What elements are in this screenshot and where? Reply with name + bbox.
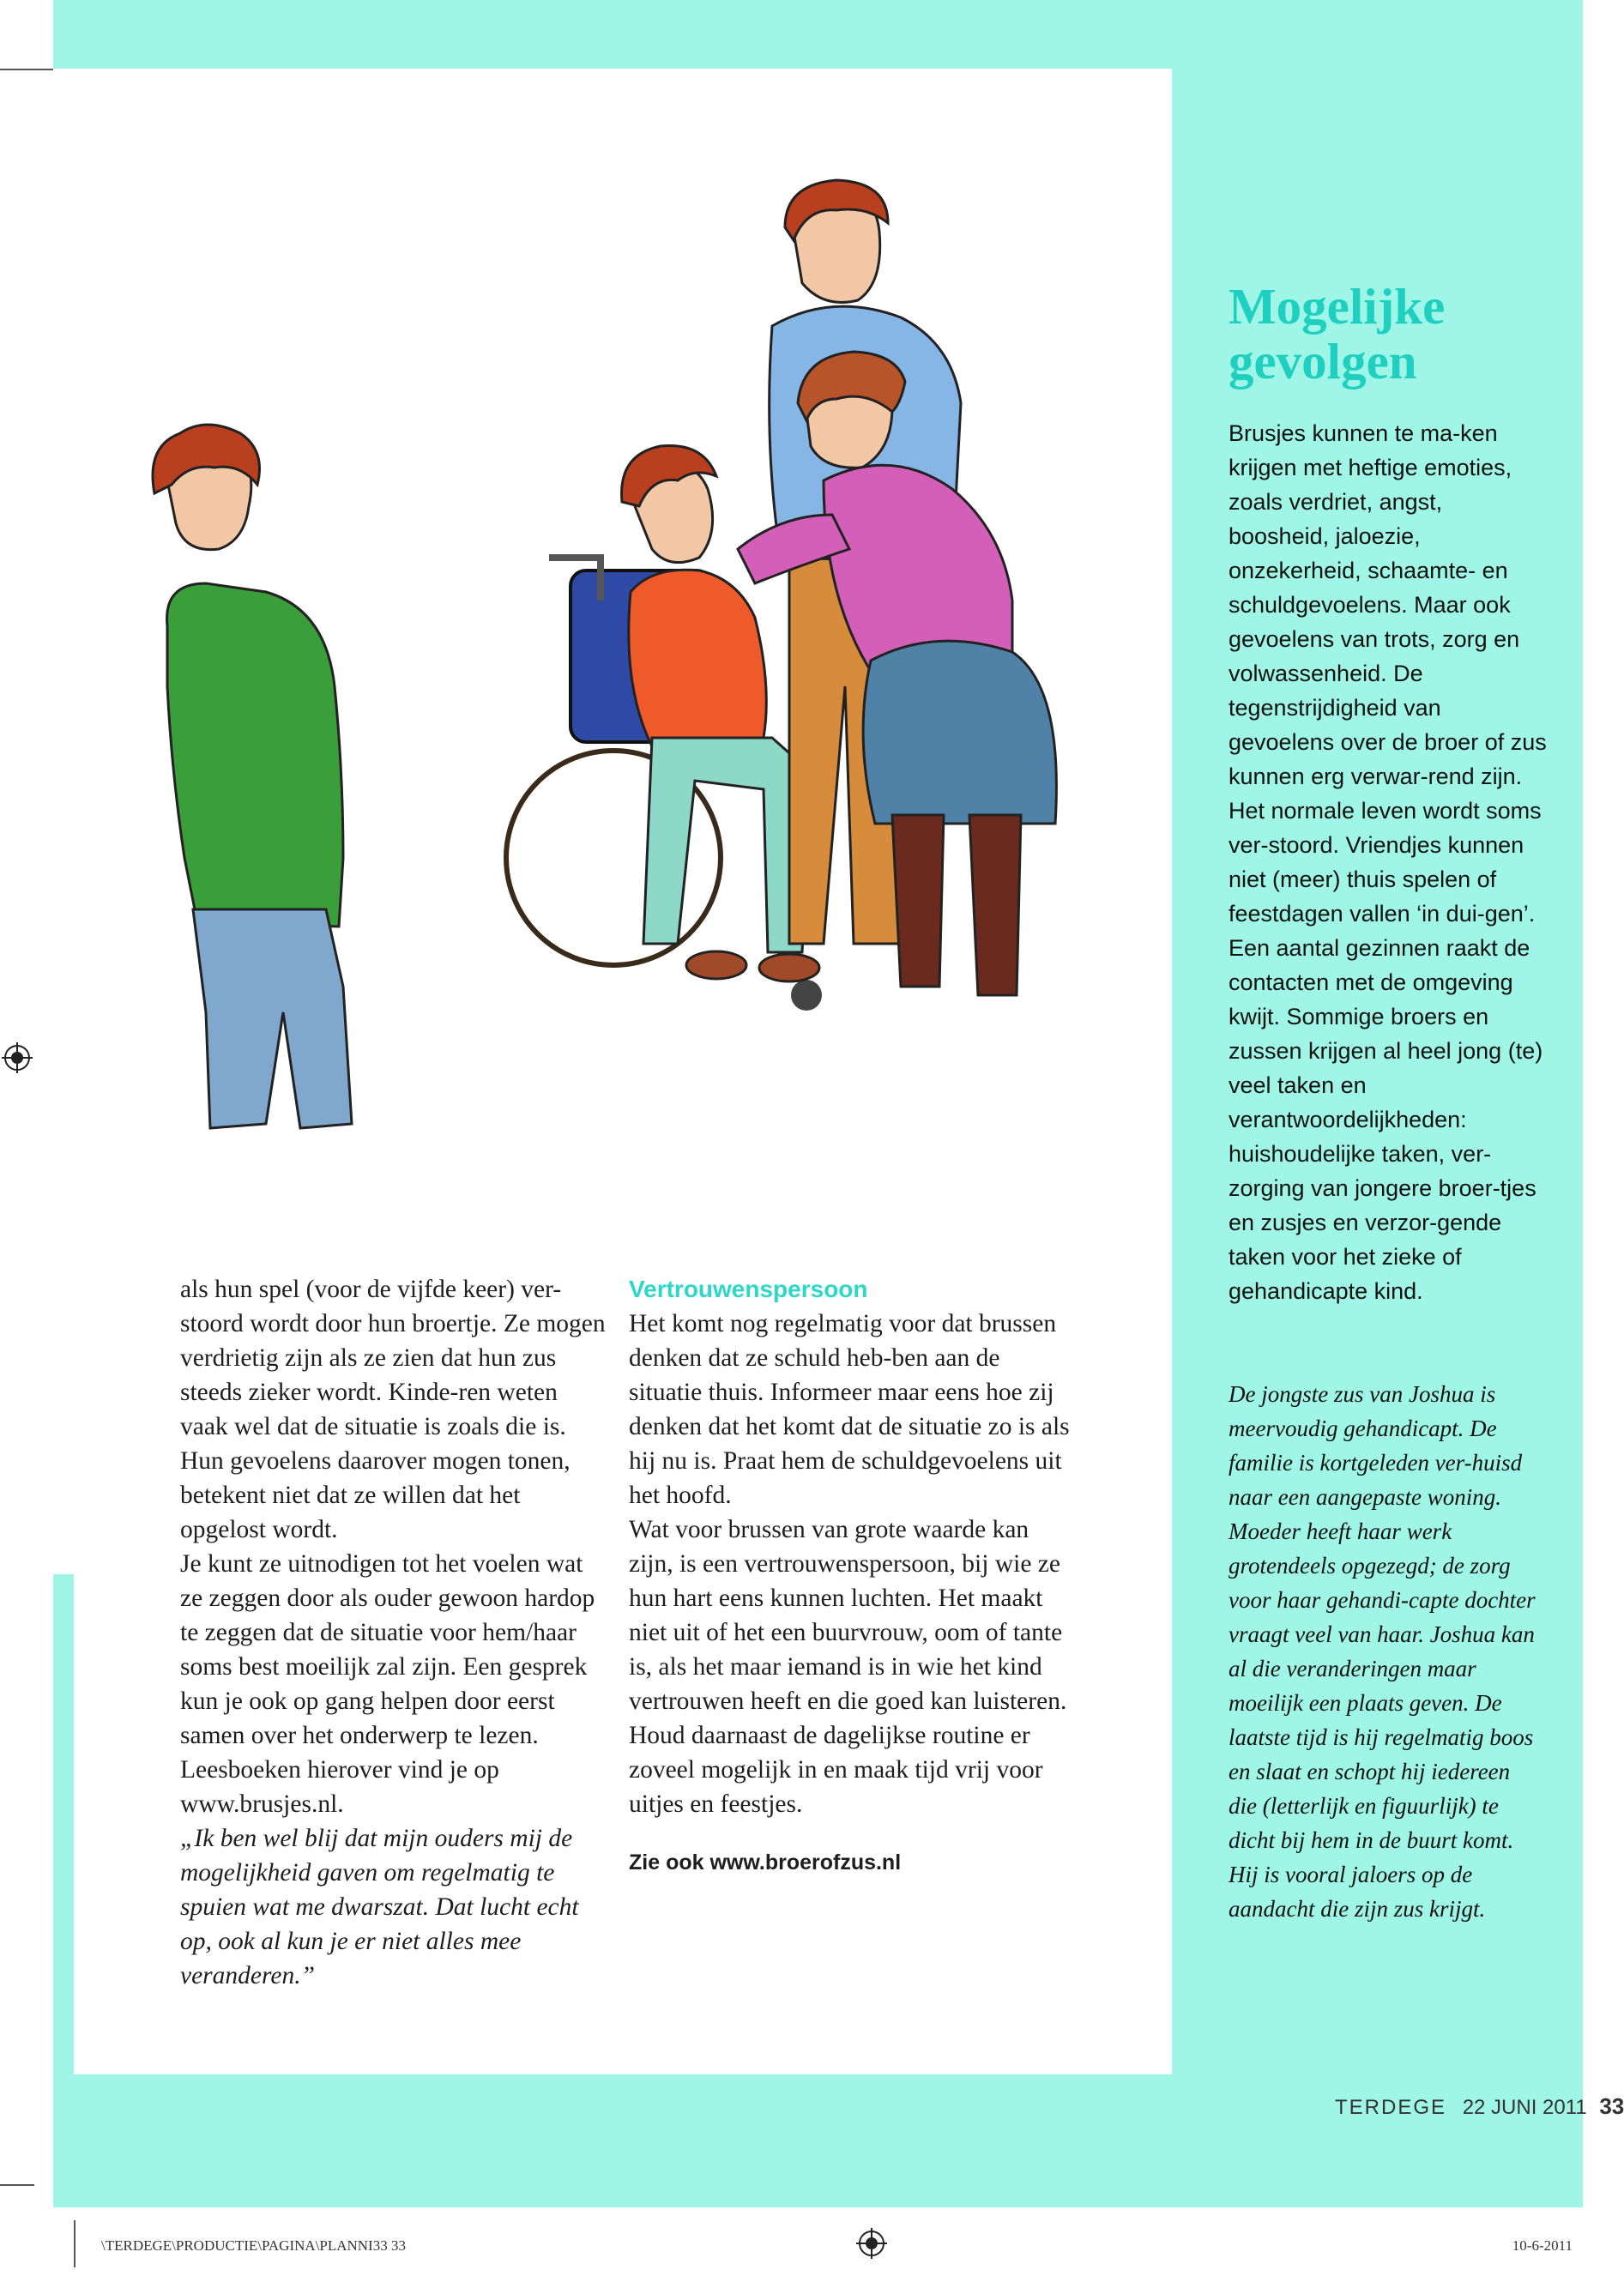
paragraph: als hun spel (voor de vijfde keer) ver-stoord wordt door hun broertje. Ze mogen verdrietig zijn als ze zien dat hun zus steeds zieker wordt. Kinde-ren weten vaak wel dat de situatie is zoals die is. Hun gevoelens daarover mogen tonen, betekent niet dat ze willen dat het opgelost wordt. xyxy=(180,1276,606,1543)
sidebar-body: Brusjes kunnen te ma-ken krijgen met heftige emoties, zoals verdriet, angst, boosheid, jaloezie, onzekerheid, schaamte- en schuldgevoelens. Maar ook gevoelens van trots, zorg en volwassenheid. De tegenstrijdigheid van gevoelens over de broer of zus kunnen erg verwar-rend zijn. Het normale leven wordt soms ver-stoord. Vriendjes kunnen niet (meer) thuis spelen of feestdagen vallen ‘in dui-gen’. Een aantal gezinnen raakt de contacten met de omgeving kwijt. Sommige broers en zussen krijgen al heel jong (te) veel taken en verantwoordelijkheden: huishoudelijke taken, ver-zorging van jongere broer-tjes en zusjes en verzor-gende taken voor het zieke of gehandicapte kind. xyxy=(1229,420,1547,1304)
paragraph: Je kunt ze uitnodigen tot het voelen wat ze zeggen door als ouder gewoon hardop te zeggen dat de situatie voor hem/haar soms best moeilijk zal zijn. Een gesprek kun je ook op gang helpen door eerst samen over het onderwerp te lezen. Leesboeken hierover vind je op www.brusjes.nl. xyxy=(180,1550,595,1818)
standing-boy-figure xyxy=(153,425,352,1128)
top-color-band xyxy=(53,0,1583,69)
crop-mark xyxy=(74,2220,75,2267)
article-column-left xyxy=(180,1272,609,1993)
article-column-middle xyxy=(629,1272,1075,1880)
issue-date: 22 JUNI 2011 xyxy=(1462,2096,1587,2119)
see-also-link: Zie ook www.broerofzus.nl xyxy=(629,1850,902,1874)
sidebar-title-line: Mogelijke xyxy=(1229,278,1446,335)
sidebar-title-line: gevolgen xyxy=(1229,333,1417,389)
quote: „Ik ben wel blij dat mijn ouders mij de mogelijkheid gaven om regelmatig te spuien wat me dwarszat. Dat lucht echt op, ook al kun je er niet alles mee veranderen.” xyxy=(180,1825,579,1989)
registration-mark-icon xyxy=(856,2228,887,2259)
print-slug-date: 10-6-2011 xyxy=(1512,2237,1573,2254)
subheading: Vertrouwenspersoon xyxy=(629,1276,868,1302)
illustration-caption: De jongste zus van Joshua is meervoudig gehandicapt. De familie is kortgeleden ver-huisd naar een aangepaste woning. Moeder heeft haar werk grotendeels opgezegd; de zorg voor haar gehandi-capte dochter vraagt veel van haar. Joshua kan al die veranderingen maar moeilijk een plaats geven. De laatste tijd is hij regelmatig boos en slaat en schopt hij iedereen die (letterlijk en figuurlijk) te dicht bij hem in de buurt komt. Hij is vooral jaloers op de aandacht die zijn zus krijgt. xyxy=(1229,1381,1536,1922)
left-color-strip xyxy=(53,1574,74,2074)
crop-mark xyxy=(0,69,53,70)
paragraph: Houd daarnaast de dagelijkse routine er zoveel mogelijk in en maak tijd vrij voor uitjes en feestjes. xyxy=(629,1722,1043,1818)
print-slug-path: \TERDEGE\PRODUCTIE\PAGINA\PLANNI33 33 xyxy=(101,2237,406,2254)
magazine-name: TERDEGE xyxy=(1335,2096,1447,2119)
paragraph: Het komt nog regelmatig voor dat brussen denken dat ze schuld heb-ben aan de situatie thuis. Informeer maar eens hoe zij denken dat het komt dat de situatie zo is als hij nu is. Praat hem de schuldgevoelens uit het hoofd. xyxy=(629,1310,1070,1509)
family-illustration xyxy=(129,172,1115,1150)
registration-mark-icon xyxy=(2,1042,33,1073)
paragraph: Wat voor brussen van grote waarde kan zijn, is een vertrouwenspersoon, bij wie ze hun hart eens kunnen luchten. Het maakt niet uit of het een buurvrouw, oom of tante is, als het maar iemand is in wie het kind vertrouwen heeft en die goed kan luisteren. xyxy=(629,1516,1067,1715)
page-footer xyxy=(1335,2093,1624,2120)
crop-mark xyxy=(0,2184,34,2186)
page-number: 33 xyxy=(1599,2093,1624,2119)
sidebar-title xyxy=(1229,279,1563,389)
